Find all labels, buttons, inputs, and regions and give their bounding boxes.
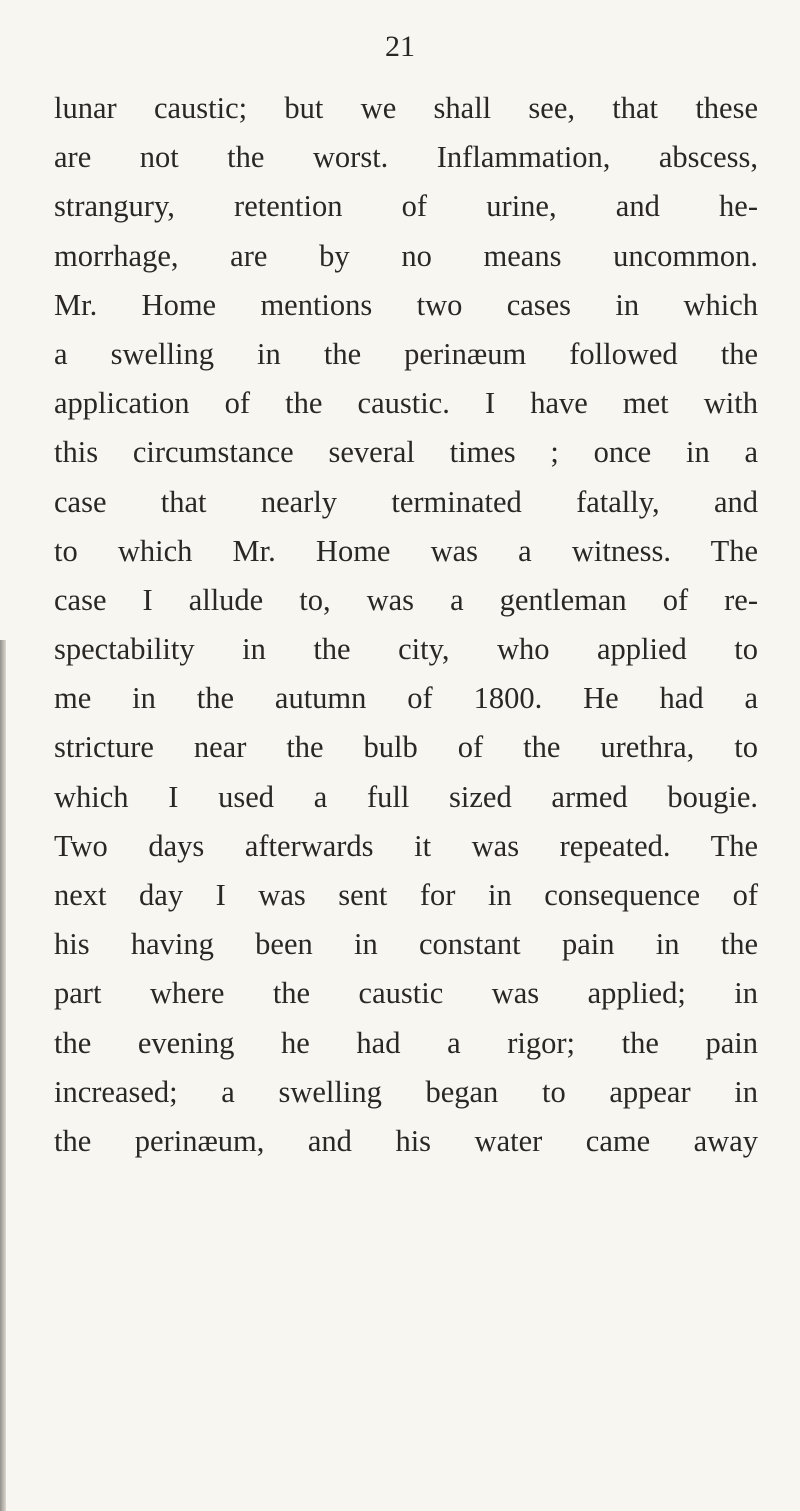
text-line: the evening he had a rigor; the pain bbox=[54, 1025, 758, 1060]
text-line: are not the worst. Inflammation, abscess, bbox=[54, 140, 758, 175]
text-line: lunar caustic; but we shall see, that these bbox=[54, 91, 758, 125]
text-line: increased; a swelling began to appear in bbox=[54, 1074, 758, 1109]
body-text bbox=[54, 88, 758, 1170]
text-line: to which Mr. Home was a witness. The bbox=[54, 533, 758, 568]
text-line: his having been in constant pain in the bbox=[54, 927, 758, 962]
text-line: application of the caustic. I have met with bbox=[54, 386, 758, 421]
text-line: Mr. Home mentions two cases in which bbox=[54, 287, 758, 322]
text-line: me in the autumn of 1800. He had a bbox=[54, 681, 758, 716]
page-number: 21 bbox=[385, 30, 415, 63]
text-line: this circumstance several times ; once in a bbox=[54, 435, 758, 470]
text-line: next day I was sent for in consequence of bbox=[54, 878, 758, 912]
text-line: morrhage, are by no means uncommon. bbox=[54, 238, 758, 273]
page-edge-shadow bbox=[0, 640, 6, 1511]
text-line: a swelling in the perinæum followed the bbox=[54, 336, 758, 371]
text-line: the perinæum, and his water came away bbox=[54, 1123, 758, 1158]
text-line: part where the caustic was applied; in bbox=[54, 976, 758, 1011]
text-line: Two days afterwards it was repeated. The bbox=[54, 828, 758, 863]
text-line: stricture near the bulb of the urethra, to bbox=[54, 730, 758, 765]
text-line: case I allude to, was a gentleman of re- bbox=[54, 582, 758, 617]
text-line: case that nearly terminated fatally, and bbox=[54, 484, 758, 519]
text-line: strangury, retention of urine, and he- bbox=[54, 189, 758, 224]
text-line: spectability in the city, who applied to bbox=[54, 632, 758, 667]
text-line: which I used a full sized armed bougie. bbox=[54, 779, 758, 814]
